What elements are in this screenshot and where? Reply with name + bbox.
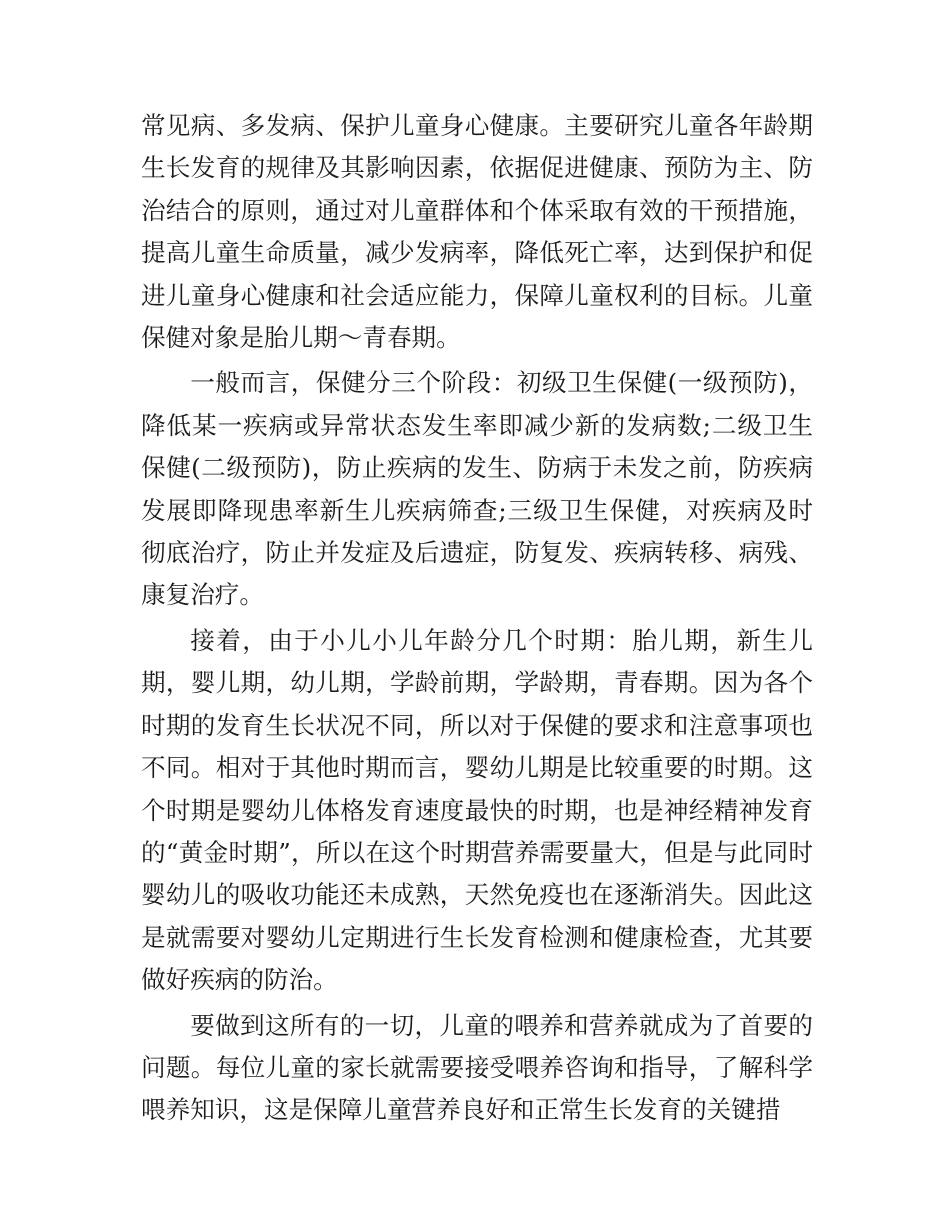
paragraph-health-stages: 一般而言，保健分三个阶段：初级卫生保健(一级预防)，降低某一疾病或异常状态发生率即减少新的发病数;二级卫生保健(二级预防)，防止疾病的发生、防病于未发之前，防疾病发展即降现患率新生儿疾病筛查;三级卫生保健，对疾病及时彻底治疗，防止并发症及后遗症，防复发、疾病转移、病残、康复治疗。 (141, 368, 813, 610)
paragraph-age-periods: 接着，由于小儿小儿年龄分几个时期：胎儿期，新生儿期，婴儿期，幼儿期，学龄前期，学龄期，青春期。因为各个时期的发育生长状况不同，所以对于保健的要求和注意事项也不同。相对于其他时期而言，婴幼儿期是比较重要的时期。这个时期是婴幼儿体格发育速度最快的时期，也是神经精神发育的“黄金时期”，所以在这个时期营养需要量大，但是与此同时婴幼儿的吸收功能还未成熟，天然免疫也在逐渐消失。因此这是就需要对婴幼儿定期进行生长发育检测和健康检查，尤其要做好疾病的防治。 (141, 625, 813, 995)
paragraph-continuation: 常见病、多发病、保护儿童身心健康。主要研究儿童各年龄期生长发育的规律及其影响因素，依据促进健康、预防为主、防治结合的原则，通过对儿童群体和个体采取有效的干预措施，提高儿童生命质量，减少发病率，降低死亡率，达到保护和促进儿童身心健康和社会适应能力，保障儿童权利的目标。儿童保健对象是胎儿期～青春期。 (141, 111, 813, 353)
document-body (141, 105, 813, 1135)
paragraph-feeding-nutrition: 要做到这所有的一切，儿童的喂养和营养就成为了首要的问题。每位儿童的家长就需要接受喂养咨询和指导，了解科学喂养知识，这是保障儿童营养良好和正常生长发育的关键措 (141, 1010, 813, 1125)
